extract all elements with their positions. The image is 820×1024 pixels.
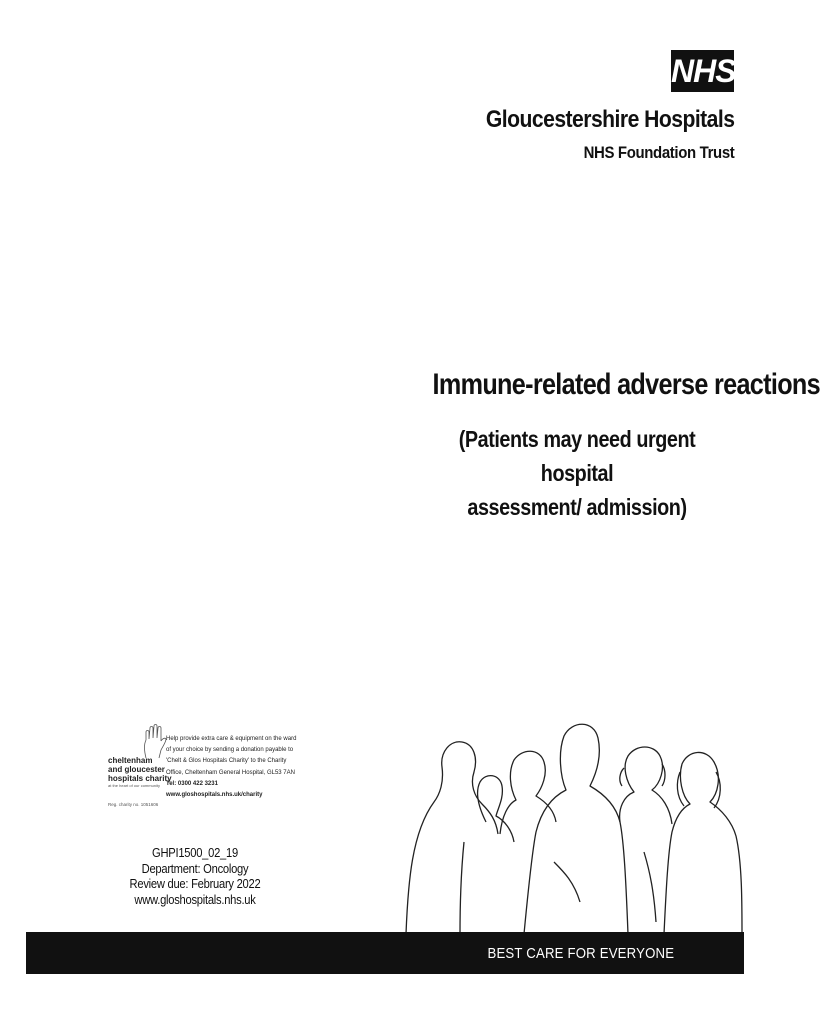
charity-line: of your choice by sending a donation payable to xyxy=(166,747,294,754)
charity-block xyxy=(90,724,297,812)
charity-tagline: at the heart of our community xyxy=(108,783,161,788)
charity-name-line: and gloucester xyxy=(108,765,165,774)
charity-name-line: hospitals charity xyxy=(108,774,172,783)
leaflet-title: Immune-related adverse reactions xyxy=(432,368,820,401)
charity-line: Help provide extra care & equipment on the ward xyxy=(166,736,297,742)
leaflet-meta xyxy=(118,845,273,907)
website: www.gloshospitals.nhs.uk xyxy=(134,891,256,907)
organisation-subtitle: NHS Foundation Trust xyxy=(583,143,734,162)
leaflet-subtitle xyxy=(429,422,725,524)
charity-name-line: cheltenham xyxy=(108,756,153,765)
subtitle-line-2: assessment/ admission) xyxy=(467,494,687,520)
leaflet-code: GHPI1500_02_19 xyxy=(152,845,238,860)
organisation-name: Gloucestershire Hospitals xyxy=(485,106,734,133)
charity-web: www.gloshospitals.nhs.uk/charity xyxy=(166,792,263,799)
review-date: Review due: February 2022 xyxy=(129,876,261,891)
people-silhouettes-illustration xyxy=(404,712,744,934)
footer-slogan: BEST CARE FOR EVERYONE xyxy=(487,945,674,962)
charity-reg-number: Reg. charity no. 1051606 xyxy=(108,802,159,807)
nhs-logo: NHS xyxy=(671,50,734,92)
subtitle-line-1: (Patients may need urgent hospital xyxy=(458,426,696,486)
footer-bar xyxy=(26,932,744,974)
department: Department: Oncology xyxy=(141,860,249,876)
hand-logo-icon xyxy=(142,724,168,758)
charity-text xyxy=(166,734,296,801)
charity-line: 'Chelt & Glos Hospitals Charity' to the Charity xyxy=(166,758,287,765)
charity-tel: Tel: 0300 422 3231 xyxy=(166,780,218,787)
charity-line: Office, Cheltenham General Hospital, GL53 7AN xyxy=(166,769,295,776)
